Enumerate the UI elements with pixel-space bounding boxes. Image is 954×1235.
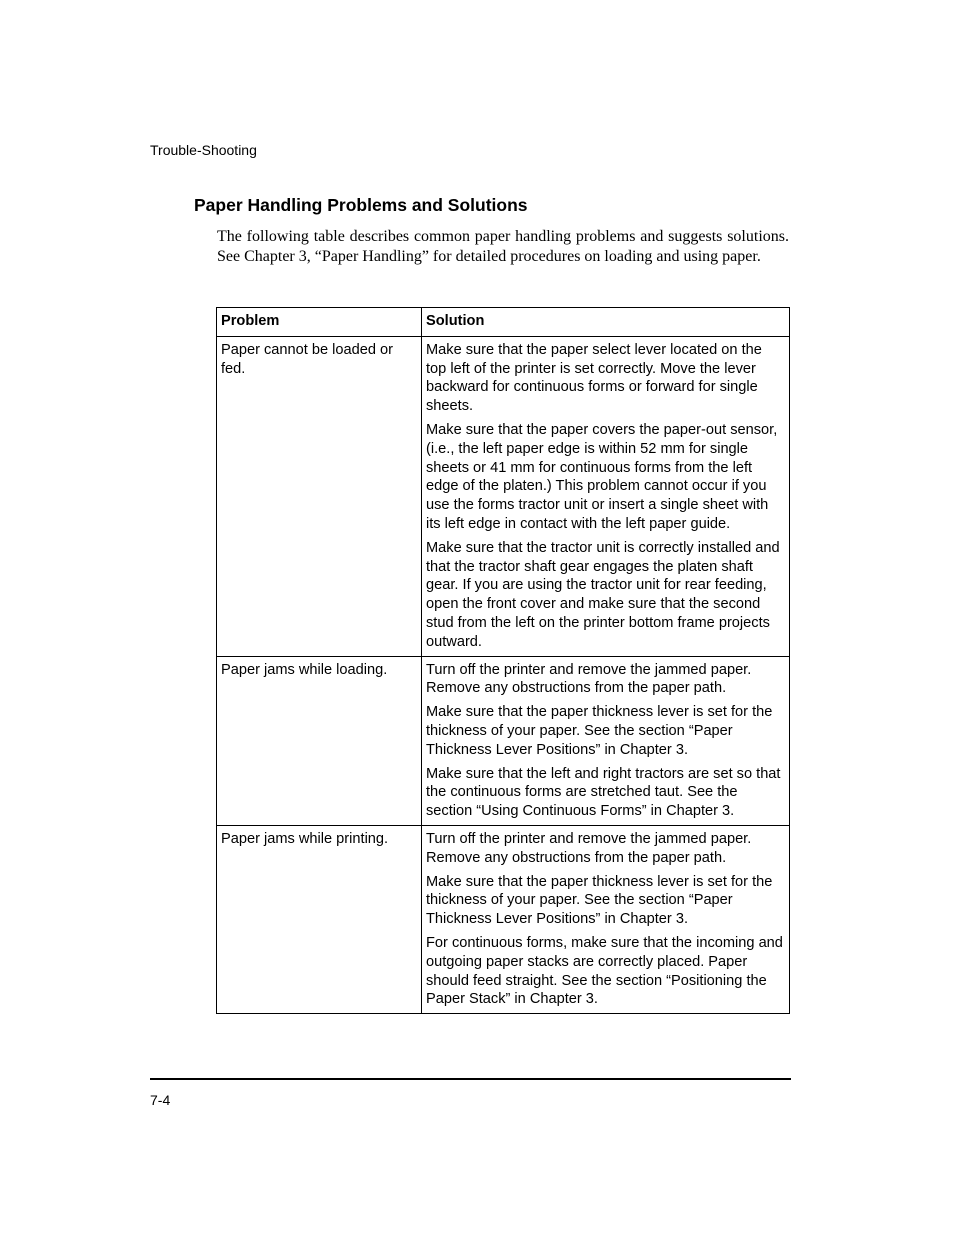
problem-cell: Paper jams while printing. [217, 825, 422, 1013]
solution-paragraph: Make sure that the paper thickness lever is set for the thickness of your paper. See the section “Paper Thickness Lever Positions” in Chapter 3. [426, 704, 773, 758]
table-row [217, 825, 790, 1013]
solution-paragraph: For continuous forms, make sure that the incoming and outgoing paper stacks are correctly placed. Paper should feed straight. See the section “Positioning the Paper Stack” in Chapter 3. [426, 934, 783, 1008]
solution-cell [422, 336, 790, 656]
running-header: Trouble-Shooting [150, 142, 257, 158]
solution-cell [422, 656, 790, 825]
solution-paragraph: Turn off the printer and remove the jammed paper. Remove any obstructions from the paper path. [426, 830, 752, 866]
solution-paragraph: Make sure that the paper select lever located on the top left of the printer is set correctly. Move the lever backward for continuous forms or forward for single sheets. [426, 341, 762, 415]
solution-cell [422, 825, 790, 1013]
problem-solution-table [216, 307, 790, 1014]
intro-paragraph: The following table describes common paper handling problems and suggests solutions. See Chapter 3, “Paper Handling” for detailed procedures on loading and using paper. [217, 228, 789, 265]
page-number: 7-4 [150, 1092, 171, 1108]
footer-rule [150, 1078, 791, 1080]
problem-cell: Paper jams while loading. [217, 656, 422, 825]
solution-paragraph: Turn off the printer and remove the jammed paper. Remove any obstructions from the paper path. [426, 661, 752, 697]
table-row [217, 656, 790, 825]
solution-paragraph: Make sure that the tractor unit is correctly installed and that the tractor shaft gear engages the platen shaft gear. If you are using the tractor unit for rear feeding, open the front cover and make sure that the second stud from the left on the printer bottom frame projects outward. [426, 539, 780, 650]
table-header-row [217, 308, 790, 337]
solution-paragraph: Make sure that the paper thickness lever is set for the thickness of your paper. See the section “Paper Thickness Lever Positions” in Chapter 3. [426, 873, 773, 928]
solution-paragraph: Make sure that the paper covers the paper-out sensor, (i.e., the left paper edge is within 52 mm for single sheets or 41 mm for continuous forms from the left edge of the platen.) This problem cannot occur if you use the forms tractor unit or insert a single sheet with its left edge in contact with the left paper guide. [426, 421, 778, 532]
problem-column-header: Problem [217, 308, 422, 337]
table-row [217, 336, 790, 656]
solution-column-header: Solution [422, 308, 790, 337]
solution-paragraph: Make sure that the left and right tractors are set so that the continuous forms are stretched taut. See the section “Using Continuous Forms” in Chapter 3. [426, 765, 781, 820]
section-title: Paper Handling Problems and Solutions [194, 195, 528, 215]
problem-cell: Paper cannot be loaded or fed. [217, 336, 422, 656]
